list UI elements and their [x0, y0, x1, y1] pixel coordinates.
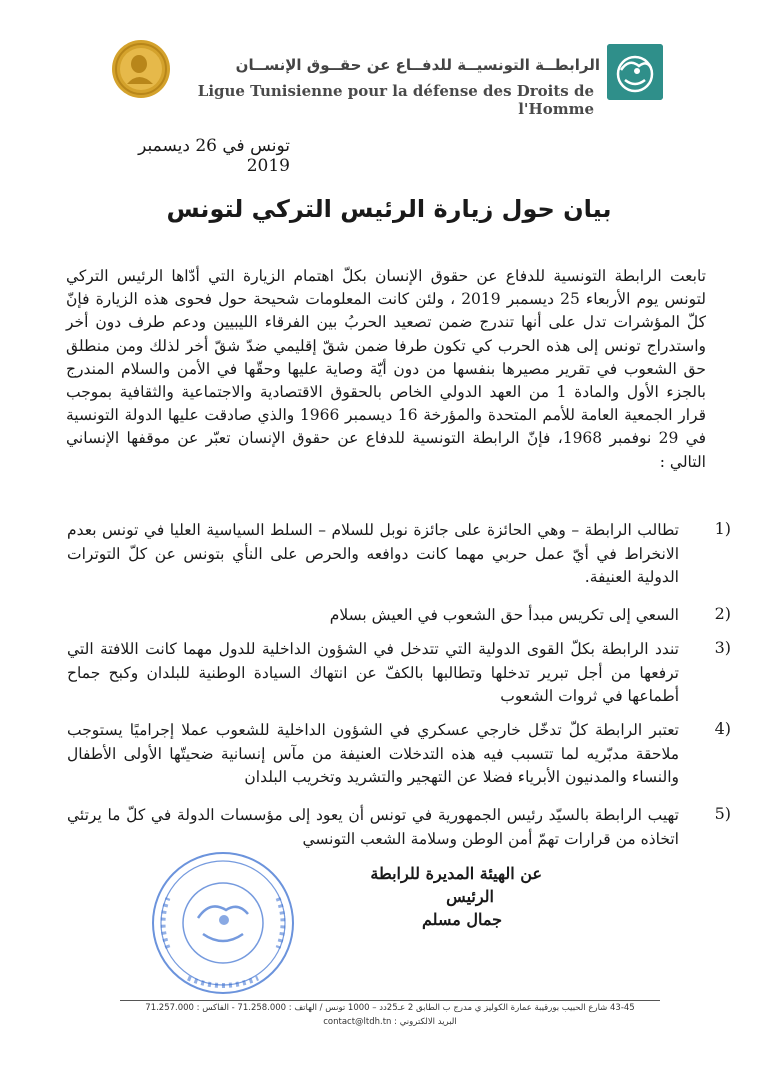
- signature-org-line: عن الهيئة المديرة للرابطة: [370, 864, 542, 883]
- signature-role: الرئيس: [446, 887, 494, 906]
- footer-address: 43-45 شارع الحبيب بورقيبة عمارة الكوليز ي مدرج ب الطابق 2 عـ25دد – 1000 تونس / الهاتف : 71.258.000 - الفاكس : 71.257.000: [145, 1003, 635, 1013]
- list-item-number: 2): [714, 604, 731, 623]
- official-stamp-icon: [148, 848, 298, 998]
- list-item-number: 5): [714, 804, 731, 823]
- list-item-text: تندد الرابطة بكلّ القوى الدولية التي تتدخل في الشؤون الداخلية للدول مهما كانت اللافتة التي ترفعها من أجل تبرير تدخلها وتطالبها بالكفّ عن انتهاك السيادة الوطنية للبلدان وكبح جماح أطماعها في ثروات الشعوب: [67, 640, 679, 705]
- list-item-number: 4): [714, 719, 731, 738]
- signature-block: [300, 862, 542, 931]
- list-item-text: تعتبر الرابطة كلّ تدخّل خارجي عسكري في الشؤون الداخلية للشعوب عملا إجراميًا يستوجب ملاحقة مدبّريه لما تتسبب فيه هذه التدخلات العنيفة من مآس إنسانية ضحيتّها الأولى الأطفال والنساء والمدنيون الأبرياء فضلا عن التهجير والتشريد وتخريب البلدان: [67, 721, 679, 786]
- signature-name: جمال مسلم: [422, 910, 502, 929]
- list-item-text: تطالب الرابطة – وهي الحائزة على جائزة نوبل للسلام – السلط السياسية العليا في تونس بعدم الانخراط في أيّ عمل حربي مهما كانت دوافعه والحرص على النأي بتونس عن كلّ التوترات الدولية العنيفة.: [67, 521, 679, 586]
- intro-paragraph: تابعت الرابطة التونسية للدفاع عن حقوق الإنسان بكلّ اهتمام الزيارة التي أدّاها الرئيس التركي لتونس يوم الأربعاء 25 ديسمبر 2019 ، ولئن كانت المعلومات شحيحة حول فحوى هذه الزيارة فإنّ كلّ المؤشرات تدل على أنها تندرج ضمن تصعيد الحربُ بين الفرقاء الليبيين ودعم طرف دون أخر واستدراج تونس إلى هذه الحرب كي تكون طرفا ضمن شقّ إقليمي ضدّ شقّ أخر لذلك ومن منطلق حق الشعوب في تقرير مصيرها بنفسها من دون أيّة وصاية عليها وحقّها في الأمن والسلام المندرج بالجزء الأول والمادة 1 من العهد الدولي الخاص بالحقوق الاقتصادية والاجتماعية والثقافية بموجب قرار الجمعية العامة للأمم المتحدة والمؤرخة 16 ديسمبر 1966 والذي صادقت عليها الدولة التونسية في 29 نوفمبر 1968، فإنّ الرابطة التونسية للدفاع عن حقوق الإنسان تعبّر عن موقفها الإنساني التالي :: [66, 267, 707, 471]
- org-name-french: Ligue Tunisienne pour la défense des Droits de l'Homme: [197, 82, 594, 118]
- nobel-medal-icon: [110, 38, 172, 100]
- document-date: تونس في 26 ديسمبر 2019: [138, 136, 290, 176]
- footer-divider: [120, 1000, 660, 1001]
- document-title: بيان حول زيارة الرئيس التركي لتونس: [166, 195, 612, 223]
- list-item-text: تهيب الرابطة بالسيّد رئيس الجمهورية في تونس أن يعود إلى مؤسسات الدولة في كلّ ما يرتئي اتخاذه من قرارات تهمّ أمن الوطن وسلامة الشعب التونسي: [67, 806, 679, 848]
- ltdh-logo-icon: [607, 44, 663, 100]
- list-item-text: السعي إلى تكريس مبدأ حق الشعوب في العيش بسلام: [329, 606, 679, 624]
- list-item-number: 1): [714, 519, 731, 538]
- list-item-number: 3): [714, 638, 731, 657]
- org-name-arabic: الرابطــة التونسيــة للدفــاع عن حقــوق الإنســان: [235, 56, 600, 74]
- footer-email: البريد الالكتروني : contact@ltdh.tn: [323, 1017, 457, 1027]
